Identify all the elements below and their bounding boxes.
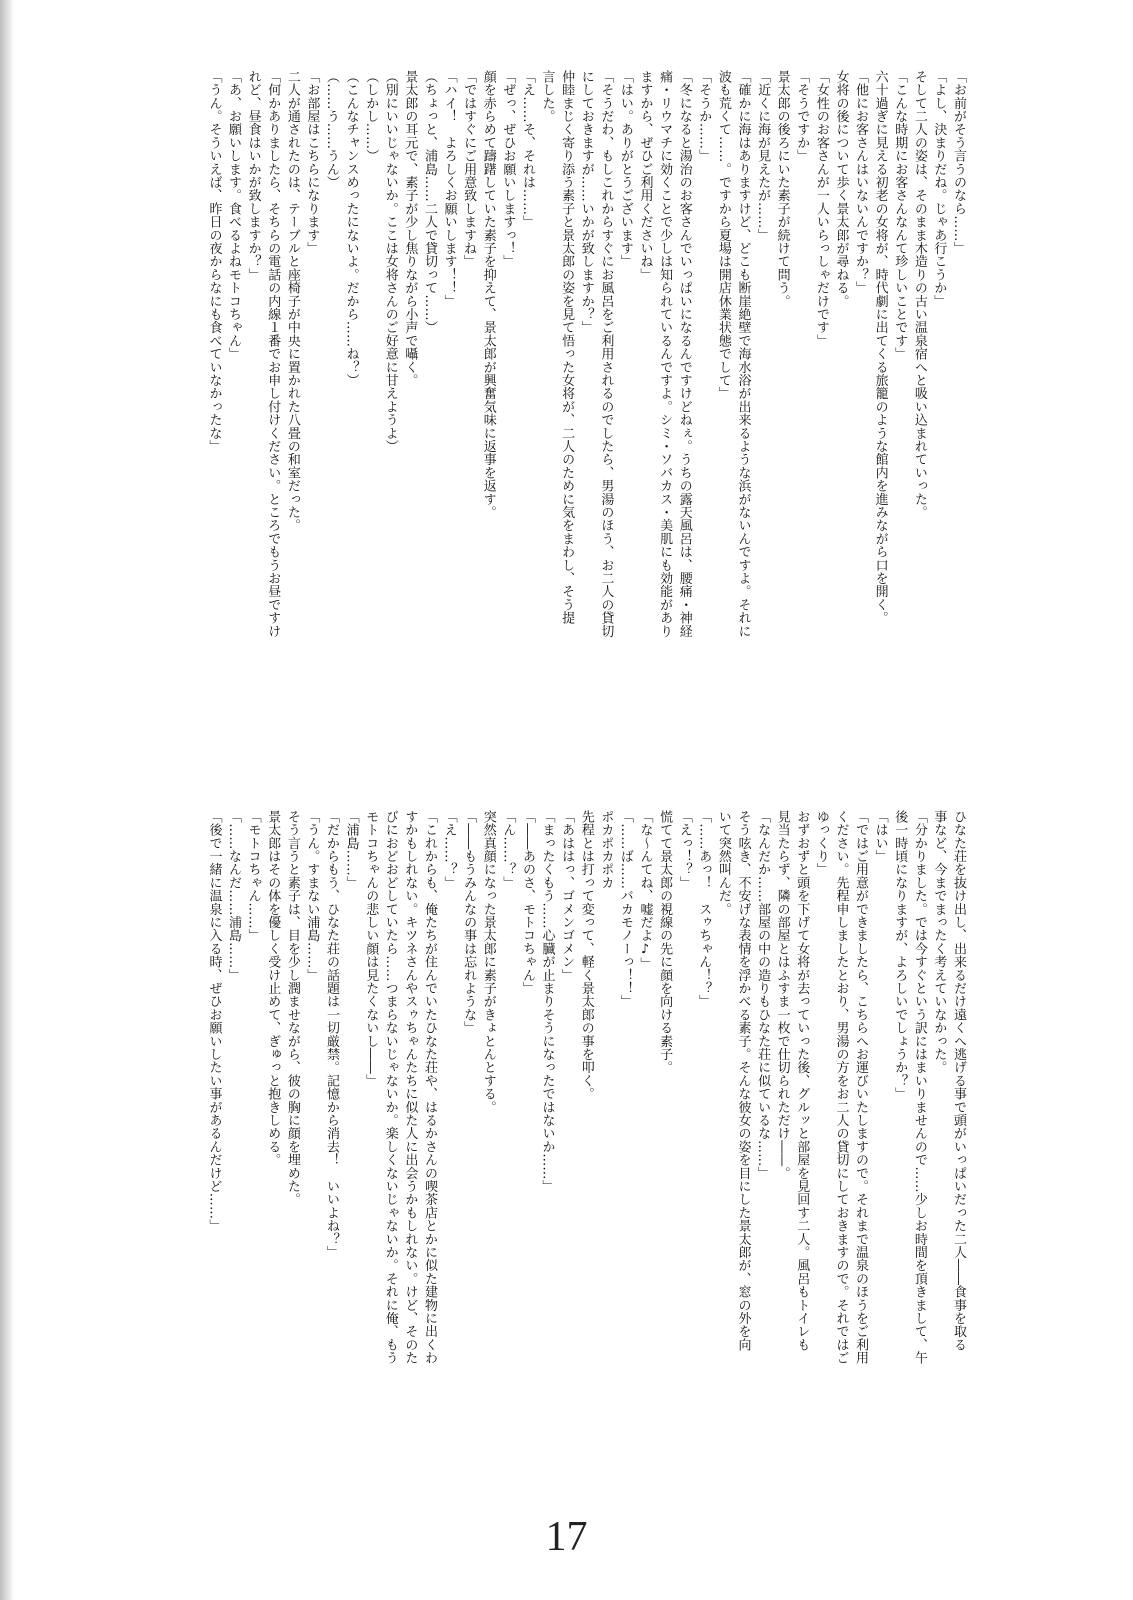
text-line: 二人が通されたのは、テーブルと座椅子が中央に置かれた八畳の和室だった。 bbox=[284, 70, 300, 532]
text-line: 「え……？」 bbox=[441, 810, 457, 890]
text-line: 「よし、決まりだね。じゃあ行こうか」 bbox=[931, 70, 947, 308]
text-line: 痛・リウマチに効くことで少しは知られているんですよ。シミ・ソバカス・美肌にも効能があり bbox=[657, 70, 673, 638]
lower-text-block bbox=[168, 810, 968, 1480]
text-line: 「近くに海が見えたが……」 bbox=[755, 70, 771, 242]
text-line: 「お前がそう言うのなら……」 bbox=[951, 70, 966, 255]
text-line: （……う……うん） bbox=[324, 70, 339, 189]
text-line: 「うん。すまない浦島……」 bbox=[304, 810, 320, 982]
text-line: 仲睦まじく寄り添う素子と景太郎の姿を見て悟った女将が、二人のために気をまわし、そう提 bbox=[559, 70, 575, 625]
text-line: 六十過ぎに見える初老の女将が、時代劇に出てくる旅籠のような館内を進みながら口を開く。 bbox=[872, 70, 888, 625]
text-line: 「これからも、俺たちが住んでいたひなた荘や、はるかさんの喫茶店とかに似た建物に出くわ bbox=[421, 810, 437, 1365]
page-number: 17 bbox=[545, 1514, 588, 1560]
text-line: 「何かありましたら、そちらの電話の内線１番でお申し付けください。ところでもうお昼ですけ bbox=[265, 70, 281, 638]
text-line: 「ではご用意ができましたら、こちらへお運びいたしますので。それまで温泉のほうをご利用 bbox=[853, 810, 869, 1365]
text-line: 「そうだわ、もしこれからすぐにお風呂をご利用されるのでしたら、男湯のほう、お二人の貸切 bbox=[598, 70, 614, 638]
text-line: 「あ、お願いします。食べるよねモトコちゃん」 bbox=[226, 70, 242, 361]
text-line: 言した。 bbox=[539, 70, 555, 123]
text-line: 「分かりました。では今すぐという訳にはまいりませんので……少しお時間を頂きまして、午 bbox=[911, 810, 927, 1365]
text-line: 「後で一緒に温泉に入る時、ぜひお願いしたい事があるんだけど……」 bbox=[206, 810, 222, 1233]
text-line: 波も荒くて……。ですから夏場は開店休業状態でして」 bbox=[715, 70, 731, 400]
text-line: 「えっ！？」 bbox=[676, 810, 692, 890]
text-line: ください。先程申しましたとおり、男湯の方をお二人の貸切にしておきますので。それではご bbox=[833, 810, 849, 1365]
text-line: すかもしれない。キツネさんやスゥちゃんたちに似た人に出会うかもしれない。けど、そのた bbox=[402, 810, 418, 1365]
upper-text-block bbox=[168, 70, 968, 770]
text-line: （別にいいじゃないか。ここは女将さんのご好意に甘えようよ） bbox=[382, 70, 398, 453]
text-line: 「うん。そういえば、昨日の夜からなにも食べていなかったな」 bbox=[206, 70, 222, 453]
text-line: 顔を赤らめて躊躇していた素子を抑えて、景太郎が興奮気味に返事を返す。 bbox=[480, 70, 496, 519]
text-line: 「ハイ！ よろしくお願いします！！」 bbox=[441, 70, 457, 308]
text-line: 突然真顔になった景太郎に素子がきょとんとする。 bbox=[480, 810, 496, 1114]
text-line: 「冬になると湯治のお客さんでいっぱいになるんですけどねぇ。うちの露天風呂は、腰痛・神経 bbox=[676, 70, 692, 638]
text-line: 「こんな時期にお客さんなんて珍しいことです」 bbox=[892, 70, 908, 361]
text-line: ますから、ぜひご利用くださいね」 bbox=[637, 70, 653, 282]
text-line: 「――あのさ、モトコちゃん」 bbox=[519, 810, 535, 995]
text-line: （こんなチャンスめったにないよ。だから……ね？） bbox=[343, 70, 359, 387]
text-line: 「な～んてね、嘘だよ♪」 bbox=[637, 810, 653, 971]
text-line: にしておきますが……いかが致しますか？」 bbox=[578, 70, 594, 334]
text-line: ポカポカポカ bbox=[598, 810, 614, 890]
text-line: 「他にお客さんはいないんですか？」 bbox=[853, 70, 869, 295]
scan-edge-shadow bbox=[0, 0, 14, 1600]
text-line: 「モトコちゃん……」 bbox=[245, 810, 261, 942]
text-line: 景太郎はその体を優しく受け止めて、ぎゅっと抱きしめる。 bbox=[265, 810, 281, 1167]
text-line: そして二人の姿は、そのまま木造りの古い温泉宿へと吸い込まれていった。 bbox=[911, 70, 927, 519]
text-line: 「お部屋はこちらになります」 bbox=[304, 70, 320, 255]
text-line: びにおどおどしていたら……つまらないじゃないか。楽しくないじゃないか。それに俺、もう bbox=[382, 810, 398, 1365]
text-line: 「あははっ、ゴメンゴメン」 bbox=[559, 810, 575, 982]
text-line: れど、昼食はいかが致しますか？」 bbox=[245, 70, 261, 282]
text-line: いて突然叫んだ。 bbox=[715, 810, 731, 916]
text-line: おずおずと頭を下げて女将が去っていった後、グルッと部屋を見回す二人。風呂もトイレも bbox=[794, 810, 810, 1352]
text-line: 「はい」 bbox=[872, 810, 888, 863]
text-line: ひなた荘を抜け出し、出来るだけ遠くへ逃げる事で頭がいっぱいだった二人――食事を取る bbox=[951, 810, 966, 1352]
text-line: 「なんだか……部屋の中の造りもひなた荘に似ているな……」 bbox=[755, 810, 771, 1180]
text-line: 「ではすぐにご用意致しますね」 bbox=[461, 70, 477, 268]
text-line: 「そうですか」 bbox=[794, 70, 810, 163]
text-line: 「え……そ、それは……」 bbox=[519, 70, 535, 229]
text-line: 「確かに海はありますけど、どこも断崖絶壁で海水浴が出来るような浜がないんですよ。それに bbox=[735, 70, 751, 638]
text-line: 「……なんだ……浦島……」 bbox=[226, 810, 242, 982]
text-line: 「女性のお客さんが一人いらっしゃだけです」 bbox=[813, 70, 829, 348]
text-line: そう呟き、不安げな表情を浮かべる素子。そんな彼女の姿を目にした景太郎が、窓の外を向 bbox=[735, 810, 751, 1352]
text-line: 「ぜっ、ぜひお願いしますっ！」 bbox=[500, 70, 516, 268]
text-line: 先程とは打って変って、軽く景太郎の事を叩く。 bbox=[578, 810, 594, 1101]
text-line: モトコちゃんの悲しい顔は見たくないし――」 bbox=[363, 810, 379, 1088]
text-line: 「――もうみんなの事は忘れような」 bbox=[461, 810, 477, 1035]
text-line: 後一時頃になりますが、よろしいでしょうか？」 bbox=[892, 810, 908, 1101]
text-line: 「はい。ありがとうございます」 bbox=[617, 70, 633, 268]
text-line: 見当たらず、隣の部屋とはふすま一枚で仕切られただけ――。 bbox=[774, 810, 790, 1180]
text-line: ゆっくり」 bbox=[813, 810, 829, 876]
text-line: （ちょっと、浦島……二人で貸切って……） bbox=[421, 70, 437, 334]
text-line: 「ん……？」 bbox=[500, 810, 516, 890]
text-line: 慌てて景太郎の視線の先に顔を向ける素子。 bbox=[657, 810, 673, 1074]
text-line: 女将の後について歩く景太郎が尋ねる。 bbox=[833, 70, 849, 308]
text-line: （しかし……） bbox=[363, 70, 379, 163]
text-line: 「……あっ！ スゥちゃん！？」 bbox=[696, 810, 712, 1008]
text-line: 「……ば……バカモノーっ！！」 bbox=[617, 810, 633, 1008]
text-line: そう言うと素子は、目を少し潤ませながら、彼の胸に顔を埋めた。 bbox=[284, 810, 300, 1206]
text-line: 「まったくもう……心臓が止まりそうになったではないか……」 bbox=[539, 810, 555, 1193]
text-line: 「そうか……」 bbox=[696, 70, 712, 163]
text-line: 景太郎の耳元で、素子が少し焦りながら小声で囁く。 bbox=[402, 70, 418, 387]
text-line: 「だからもう、ひなた荘の話題は一切厳禁。記憶から消去！ いいよね？」 bbox=[324, 810, 339, 1259]
text-line: 景太郎の後ろにいた素子が続けて問う。 bbox=[774, 70, 790, 308]
text-line: 事など、今までまったく考えていなかった。 bbox=[931, 810, 947, 1074]
text-line: 「浦島……」 bbox=[343, 810, 359, 890]
